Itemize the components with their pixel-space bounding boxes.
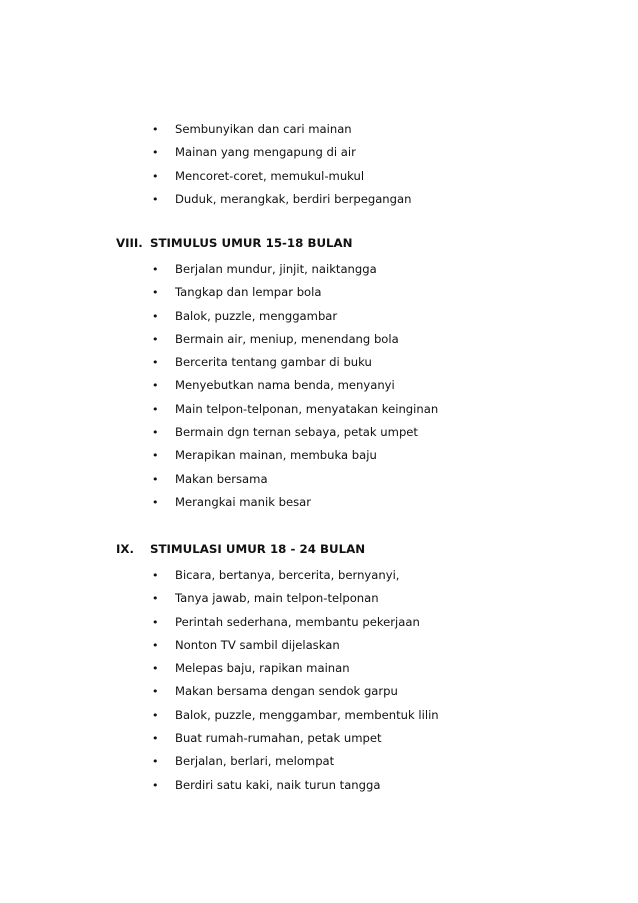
bullet-icon: •: [152, 685, 159, 699]
list-item: [152, 421, 438, 444]
list-item: [152, 141, 411, 164]
list-item: [152, 727, 439, 750]
list-item: [152, 750, 439, 773]
bullet-icon: •: [152, 638, 159, 652]
list-item-text: Bermain dgn ternan sebaya, petak umpet: [175, 425, 418, 440]
list-item-text: Tangkap dan lempar bola: [175, 285, 322, 300]
list-item: [152, 587, 439, 610]
list-item-text: Perintah sederhana, membantu pekerjaan: [175, 614, 420, 629]
list-item: [152, 328, 438, 351]
list-item: [152, 491, 438, 514]
bullet-icon: •: [152, 592, 159, 606]
list-item-text: Makan bersama dengan sendok garpu: [175, 684, 398, 699]
bullet-icon: •: [152, 732, 159, 746]
list-item-text: Buat rumah-rumahan, petak umpet: [175, 731, 382, 746]
list-item-text: Sembunyikan dan cari mainan: [175, 122, 352, 136]
list-item: [152, 374, 438, 397]
bullet-icon: •: [152, 263, 159, 276]
section-number: VIII.: [116, 236, 143, 250]
bullet-icon: •: [152, 309, 159, 323]
section-heading-viii: [116, 235, 353, 251]
bullet-icon: •: [152, 662, 159, 676]
list-item: [152, 444, 438, 467]
list-item-text: Balok, puzzle, menggambar: [175, 308, 338, 323]
bullet-icon: •: [152, 495, 159, 509]
list-item: [152, 305, 438, 328]
list-item: [152, 468, 438, 491]
list-item: [152, 258, 438, 281]
list-item-text: Mainan yang mengapung di air: [175, 145, 356, 160]
list-item-text: Bercerita tentang gambar di buku: [175, 355, 372, 370]
bullet-icon: •: [152, 778, 159, 792]
list-item-text: Nonton TV sambil dijelaskan: [175, 637, 340, 652]
bullet-icon: •: [152, 169, 159, 183]
bullet-icon: •: [152, 615, 159, 629]
list-item-text: Tanya jawab, main telpon-telponan: [175, 591, 379, 606]
section-heading-ix: [116, 541, 365, 557]
bullet-list-ix: [152, 564, 439, 797]
list-item: [152, 657, 439, 680]
bullet-icon: •: [152, 332, 159, 346]
list-item: [152, 564, 439, 587]
section-number: IX.: [116, 542, 134, 556]
bullet-icon: •: [152, 755, 159, 769]
bullet-list-continued: [152, 118, 411, 211]
bullet-icon: •: [152, 123, 159, 136]
list-item-text: Berdiri satu kaki, naik turun tangga: [175, 777, 381, 792]
list-item: [152, 351, 438, 374]
list-item: [152, 398, 438, 421]
list-item: [152, 611, 439, 634]
list-item-text: Menyebutkan nama benda, menyanyi: [175, 378, 395, 393]
bullet-icon: •: [152, 569, 159, 582]
list-item: [152, 165, 411, 188]
bullet-icon: •: [152, 192, 159, 206]
list-item-text: Bicara, bertanya, bercerita, bernyanyi,: [175, 568, 400, 582]
list-item-text: Makan bersama: [175, 471, 268, 486]
bullet-icon: •: [152, 402, 159, 416]
list-item: [152, 680, 439, 703]
list-item-text: Melepas baju, rapikan mainan: [175, 661, 350, 676]
bullet-icon: •: [152, 426, 159, 440]
list-item: [152, 118, 411, 141]
list-item-text: Mencoret-coret, memukul-mukul: [175, 168, 365, 183]
section-title: STIMULUS UMUR 15-18 BULAN: [150, 236, 353, 250]
bullet-icon: •: [152, 449, 159, 463]
bullet-icon: •: [152, 146, 159, 160]
list-item: [152, 774, 439, 797]
bullet-icon: •: [152, 379, 159, 393]
list-item-text: Main telpon-telponan, menyatakan keinginan: [175, 401, 439, 416]
list-item-text: Berjalan, berlari, melompat: [175, 754, 335, 769]
list-item: [152, 704, 439, 727]
list-item: [152, 281, 438, 304]
bullet-list-viii: [152, 258, 438, 514]
list-item: [152, 188, 411, 211]
bullet-icon: •: [152, 708, 159, 722]
bullet-icon: •: [152, 472, 159, 486]
list-item-text: Bermain air, meniup, menendang bola: [175, 331, 399, 346]
list-item-text: Merangkai manik besar: [175, 494, 312, 509]
list-item-text: Duduk, merangkak, berdiri berpegangan: [175, 191, 412, 206]
list-item-text: Berjalan mundur, jinjit, naiktangga: [175, 262, 377, 276]
bullet-icon: •: [152, 286, 159, 300]
list-item: [152, 634, 439, 657]
list-item-text: Balok, puzzle, menggambar, membentuk lilin: [175, 707, 439, 722]
bullet-icon: •: [152, 356, 159, 370]
section-title: STIMULASI UMUR 18 - 24 BULAN: [150, 542, 366, 556]
list-item-text: Merapikan mainan, membuka baju: [175, 448, 377, 463]
